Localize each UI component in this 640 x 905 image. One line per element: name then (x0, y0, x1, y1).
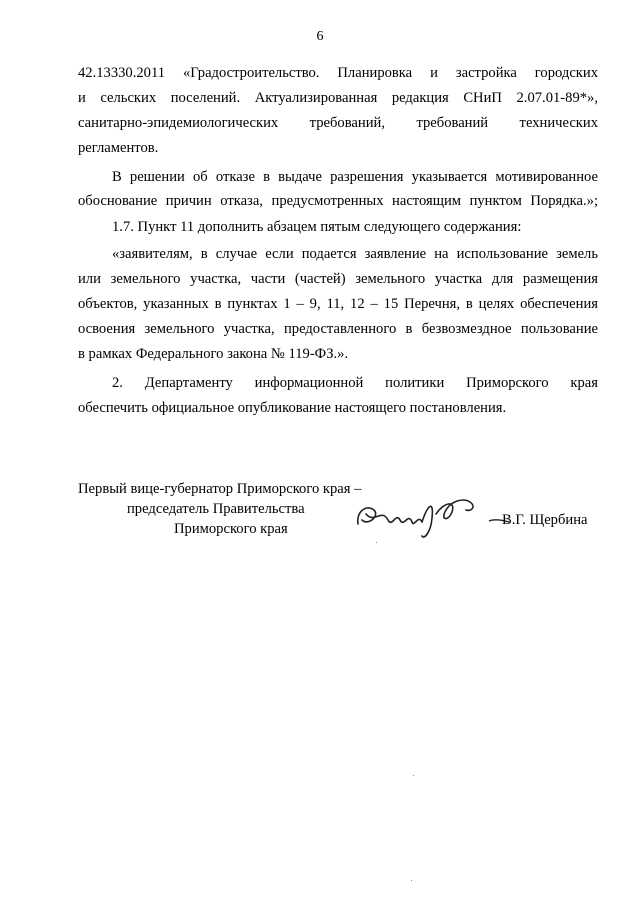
signatory-position-line1: Первый вице-губернатор Приморского края – (78, 481, 362, 497)
paragraph-line: регламентов. (78, 140, 159, 156)
paragraph-line: В решении об отказе в выдаче разрешения указывается мотивированное (112, 169, 598, 185)
signatory-position-line2: председатель Правительства (127, 501, 305, 517)
paragraph-line: 42.13330.2011 «Градостроительство. Планировка и застройка городских (78, 65, 598, 81)
paragraph-line: объектов, указанных в пунктах 1 – 9, 11, 12 – 15 Перечня, в целях обеспечения (78, 296, 598, 312)
signatory-position-line3: Приморского края (174, 521, 288, 537)
paragraph-line: «заявителям, в случае если подается заявление на использование земель (112, 246, 598, 262)
paragraph-line: обеспечить официальное опубликование настоящего постановления. (78, 400, 507, 416)
paragraph-line: в рамках Федерального закона № 119-ФЗ.». (78, 346, 349, 362)
paragraph-line: санитарно-эпидемиологических требований, требований технических (78, 115, 598, 131)
paragraph-line: и сельских поселений. Актуализированная редакция СНиП 2.07.01-89*», (78, 90, 598, 106)
signatory-name: В.Г. Щербина (502, 512, 588, 528)
paragraph-line: или земельного участка, части (частей) земельного участка для размещения (78, 271, 598, 287)
handwritten-signature (352, 490, 487, 542)
page-number: 6 (316, 29, 324, 44)
scan-speck (413, 775, 414, 776)
paragraph-line: 1.7. Пункт 11 дополнить абзацем пятым следующего содержания: (112, 219, 522, 235)
paragraph-line: 2. Департаменту информационной политики Приморского края (112, 375, 598, 391)
paragraph-line: обоснование причин отказа, предусмотренных настоящим пунктом Порядка.»; (78, 193, 598, 209)
paragraph-line: освоения земельного участка, предоставленного в безвозмездное пользование (78, 321, 598, 337)
scan-speck (376, 542, 377, 543)
scan-speck (411, 880, 412, 881)
